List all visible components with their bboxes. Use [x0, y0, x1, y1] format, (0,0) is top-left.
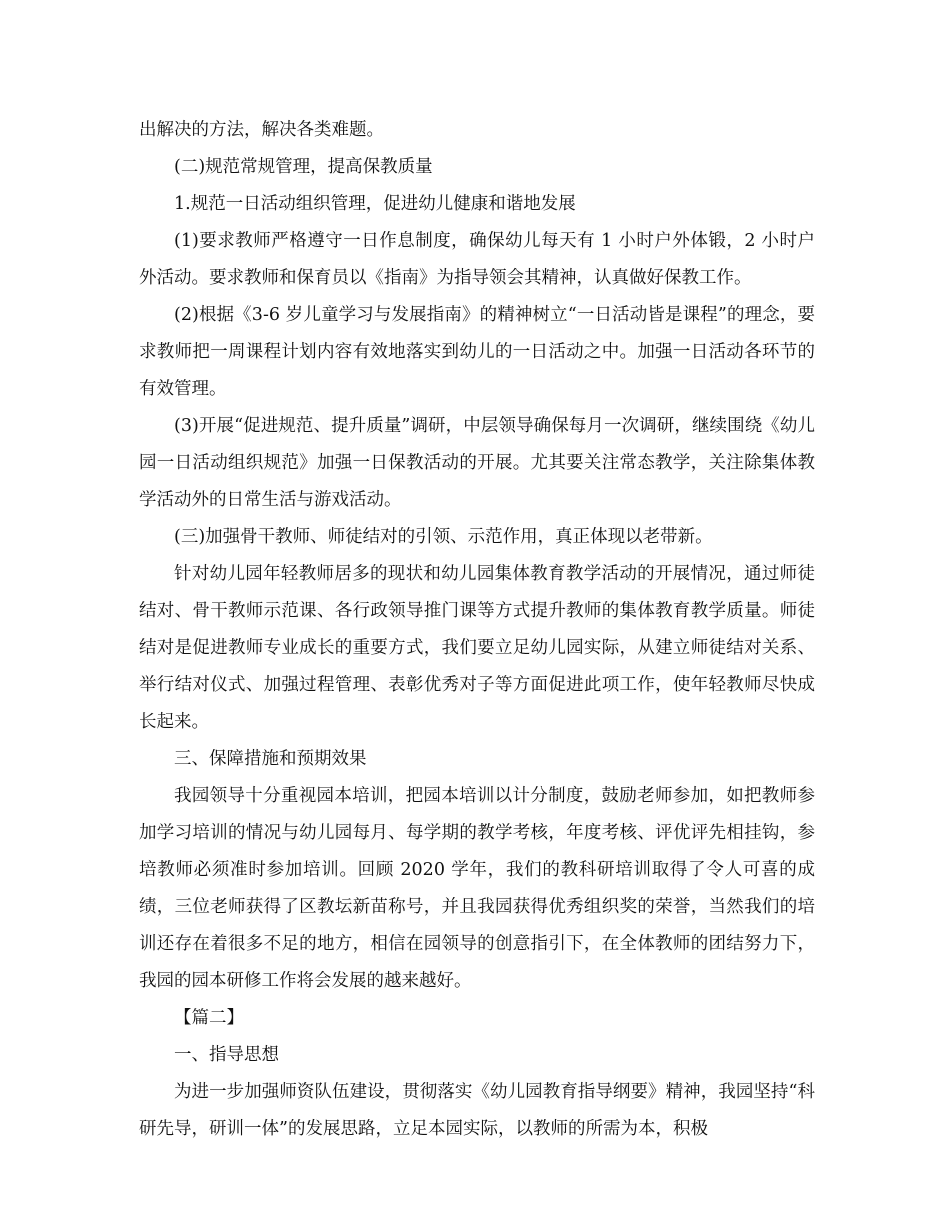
paragraph: 我园领导十分重视园本培训，把园本培训以计分制度，鼓励老师参加，如把教师参加学习培训的情况与幼儿园每月、每学期的教学考核，年度考核、评优评先相挂钩，参培教师必须准时参加培训。回顾 2020 学年，我们的教科研培训取得了令人可喜的成绩，三位老师获得了区教坛新苗称号，并且我园获得优秀组织奖的荣誉，当然我们的培训还存在着很多不足的地方，相信在园领导的创意指引下，在全体教师的团结努力下，我园的园本研修工作将会发展的越来越好。 [139, 786, 815, 991]
section-heading: 一、指导思想 [174, 1045, 279, 1065]
paragraph: (1)要求教师严格遵守一日作息制度，确保幼儿每天有 1 小时户外体锻，2 小时户外活动。要求教师和保育员以《指南》为指导领会其精神，认真做好保教工作。 [139, 231, 815, 288]
paragraph: (3)开展“促进规范、提升质量”调研，中层领导确保每月一次调研，继续围绕《幼儿园一日活动组织规范》加强一日保教活动的开展。尤其要关注常态教学，关注除集体教学活动外的日常生活与游戏活动。 [139, 416, 815, 510]
subsection-heading: 1.规范一日活动组织管理，促进幼儿健康和谐地发展 [174, 194, 576, 214]
paragraph: (2)根据《3-6 岁儿童学习与发展指南》的精神树立“一日活动皆是课程”的理念，要求教师把一周课程计划内容有效地落实到幼儿的一日活动之中。加强一日活动各环节的有效管理。 [139, 305, 815, 399]
section-heading: (二)规范常规管理，提高保教质量 [174, 157, 433, 177]
document-body [139, 112, 815, 1148]
section-heading: (三)加强骨干教师、师徒结对的引领、示范作用，真正体现以老带新。 [174, 527, 713, 547]
paragraph: 针对幼儿园年轻教师居多的现状和幼儿园集体教育教学活动的开展情况，通过师徒结对、骨干教师示范课、各行政领导推门课等方式提升教师的集体教育教学质量。师徒结对是促进教师专业成长的重要方式，我们要立足幼儿园实际，从建立师徒结对关系、举行结对仪式、加强过程管理、表彰优秀对子等方面促进此项工作，使年轻教师尽快成长起来。 [139, 564, 815, 732]
paragraph: 为进一步加强师资队伍建设，贯彻落实《幼儿园教育指导纲要》精神，我园坚持“科研先导，研训一体”的发展思路，立足本园实际，以教师的所需为本，积极 [139, 1082, 815, 1139]
section-heading: 三、保障措施和预期效果 [174, 749, 367, 769]
part-heading: 【篇二】 [174, 1008, 244, 1028]
paragraph: 出解决的方法，解决各类难题。 [139, 120, 384, 140]
